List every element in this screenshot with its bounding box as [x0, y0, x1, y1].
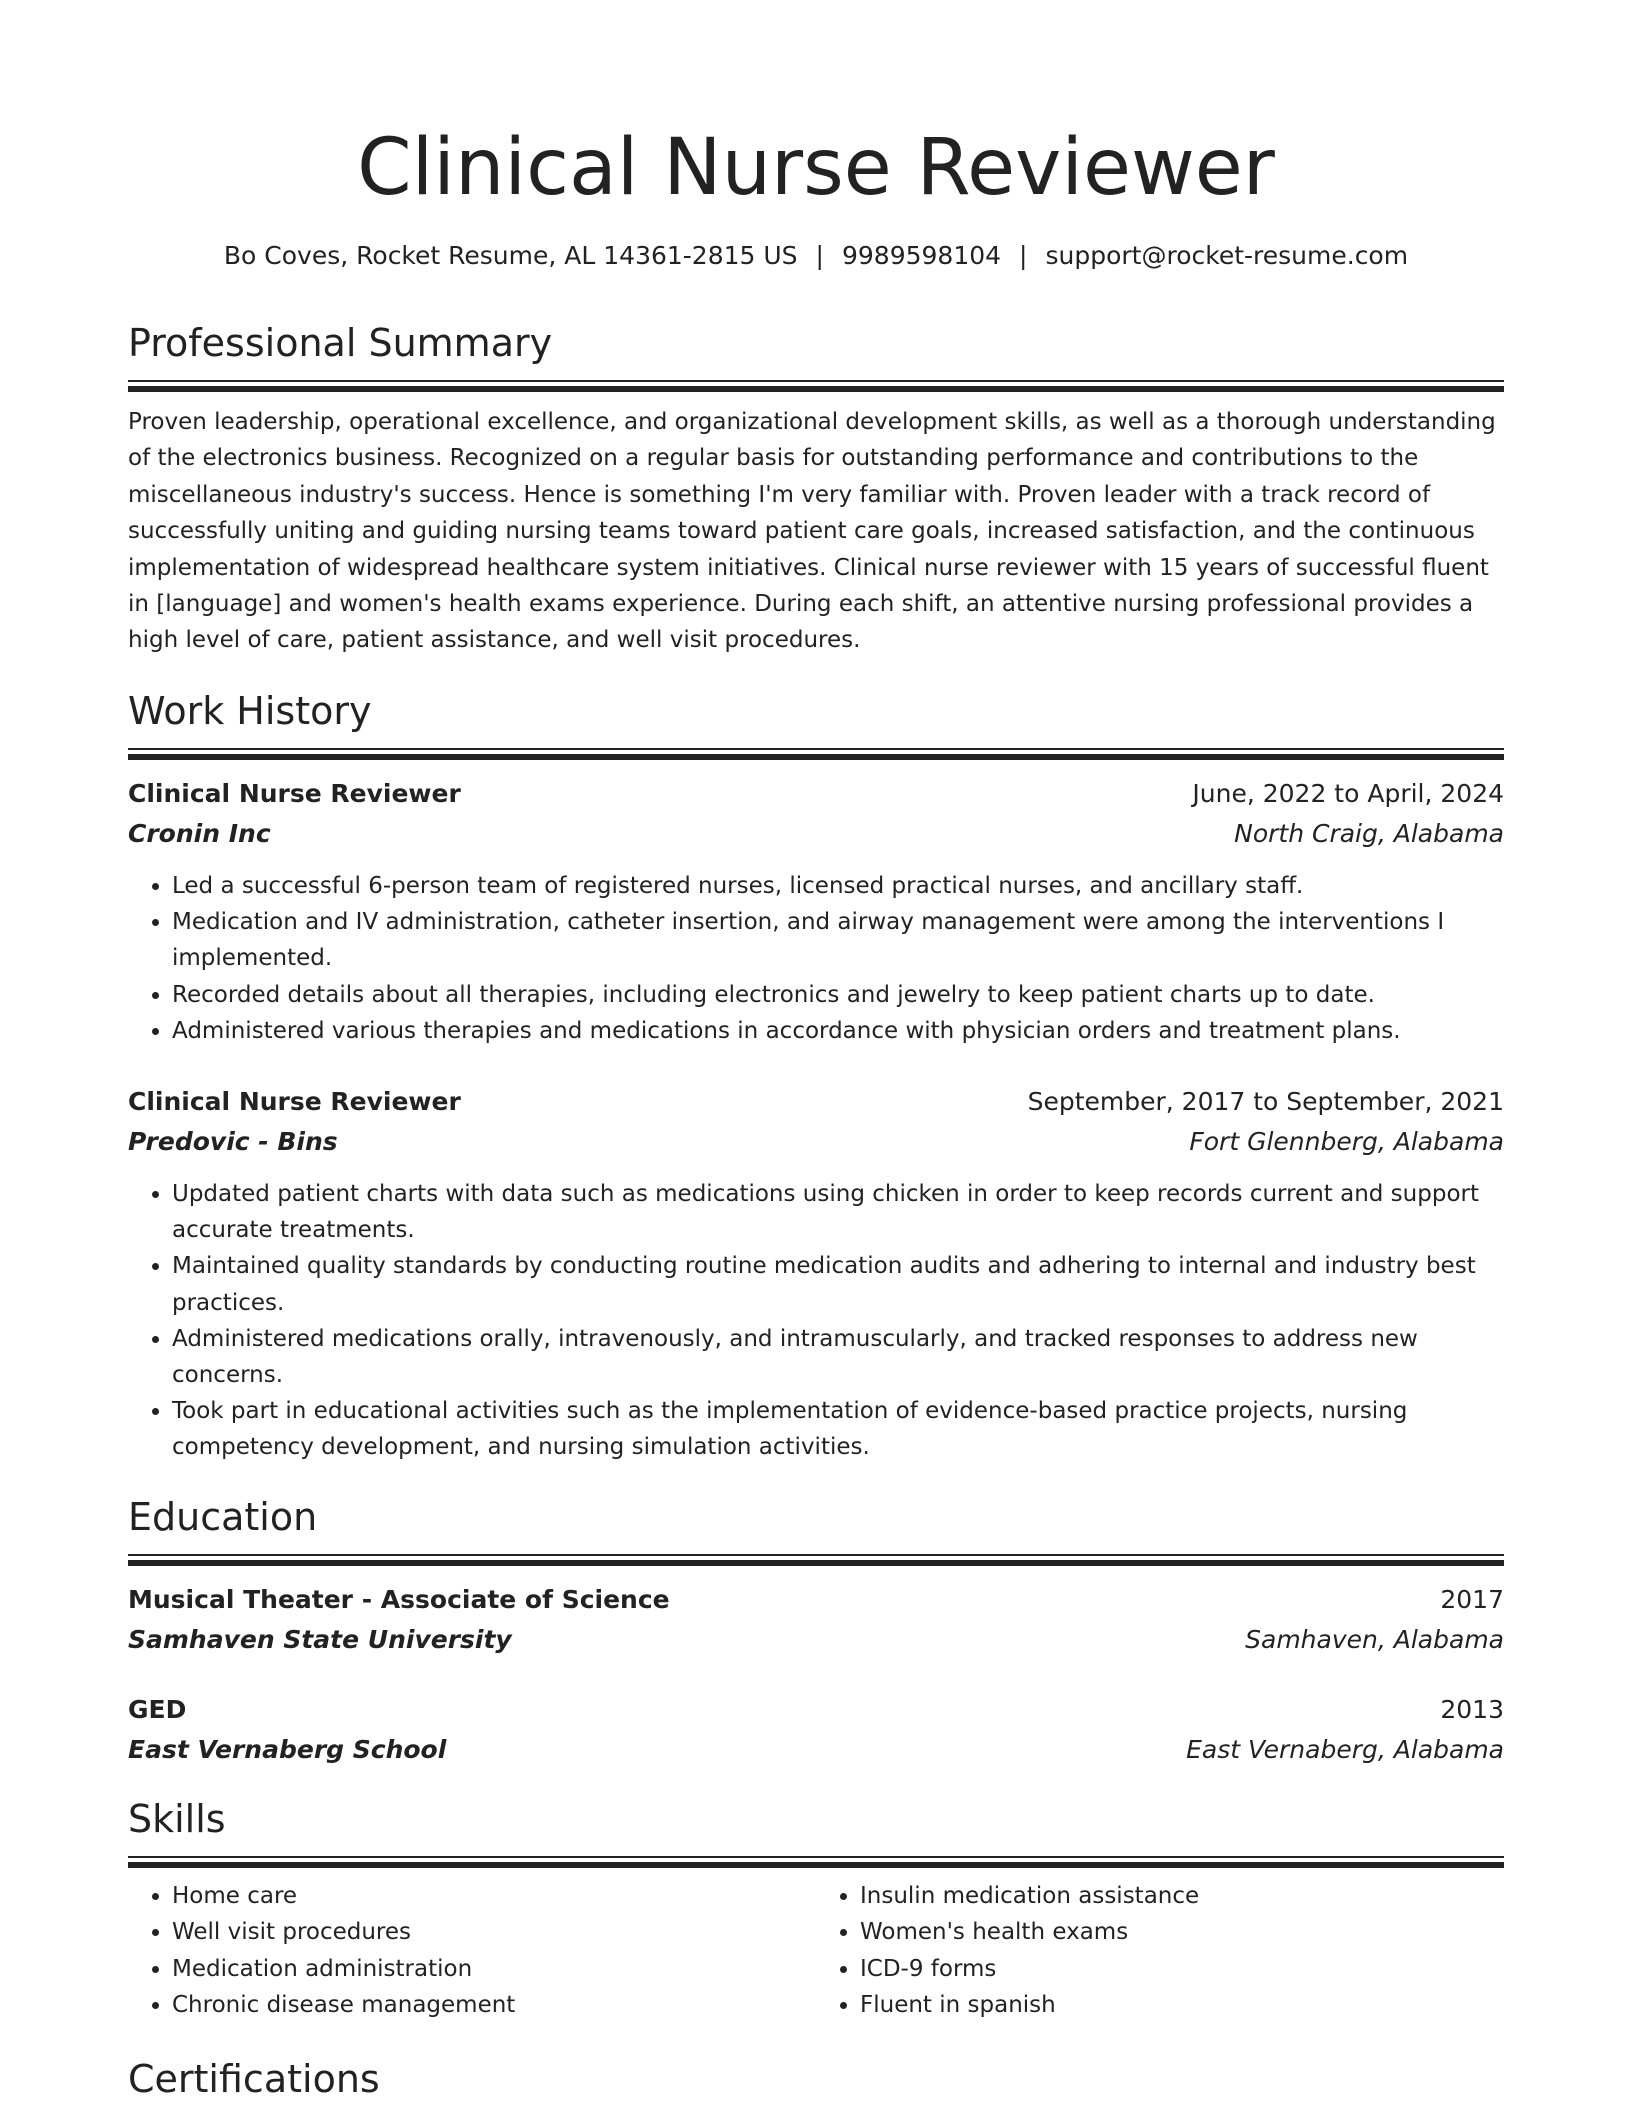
skill-item: • Chronic disease management	[172, 1987, 812, 2023]
list-item: • Recorded details about all therapies, including electronics and jewelry to keep patient charts up to date.	[172, 977, 1504, 1013]
certifications-section	[128, 2054, 1504, 2104]
education-degree: Musical Theater - Associate of Science	[128, 1585, 670, 1614]
education-section	[128, 1492, 1504, 1560]
job-role: Clinical Nurse Reviewer	[128, 779, 461, 808]
education-entry	[128, 1580, 1504, 1660]
job-company: Cronin Inc	[128, 819, 271, 848]
section-title: Work History	[128, 689, 372, 733]
contact-separator: |	[1019, 241, 1028, 270]
skill-item: • Medication administration	[172, 1951, 812, 1987]
skills-list-left	[128, 1878, 812, 2024]
job-entry	[128, 1082, 1504, 1466]
section-divider	[128, 1856, 1504, 1862]
contact-separator: |	[815, 241, 824, 270]
list-item: • Administered medications orally, intravenously, and intramuscularly, and tracked responses to address new concerns.	[172, 1321, 1504, 1393]
education-year: 2013	[1440, 1695, 1504, 1724]
list-item: • Took part in educational activities such as the implementation of evidence-based practice projects, nursing competency development, and nursing simulation activities.	[172, 1393, 1504, 1465]
education-location: Samhaven, Alabama	[1245, 1625, 1504, 1654]
list-item: • Maintained quality standards by conducting routine medication audits and adhering to internal and industry best practices.	[172, 1248, 1504, 1320]
section-divider	[128, 1554, 1504, 1560]
contact-phone: 9989598104	[841, 241, 1002, 270]
contact-address: Bo Coves, Rocket Resume, AL 14361-2815 US	[223, 241, 798, 270]
section-divider	[128, 380, 1504, 386]
education-location: East Vernaberg, Alabama	[1186, 1735, 1504, 1764]
resume-name: Clinical Nurse Reviewer	[357, 123, 1275, 213]
section-title: Certifications	[128, 2057, 380, 2101]
summary-section	[128, 318, 1504, 659]
skill-item: • Well visit procedures	[172, 1914, 812, 1950]
section-title: Education	[128, 1495, 318, 1539]
education-school: Samhaven State University	[128, 1625, 512, 1654]
job-location: Fort Glennberg, Alabama	[1189, 1127, 1504, 1156]
skill-item: • Fluent in spanish	[860, 1987, 1500, 2023]
skill-item: • Home care	[172, 1878, 812, 1914]
list-item: • Led a successful 6-person team of registered nurses, licensed practical nurses, and ancillary staff.	[172, 868, 1504, 904]
education-school: East Vernaberg School	[128, 1735, 447, 1764]
skills-section	[128, 1794, 1504, 2024]
list-item: • Administered various therapies and medications in accordance with physician orders and treatment plans.	[172, 1013, 1504, 1049]
job-dates: June, 2022 to April, 2024	[1192, 779, 1504, 808]
contact-line	[128, 238, 1504, 274]
skills-columns	[128, 1878, 1504, 2024]
education-degree: GED	[128, 1695, 187, 1724]
job-company: Predovic - Bins	[128, 1127, 338, 1156]
contact-email[interactable]: support@rocket-resume.com	[1045, 241, 1409, 270]
skill-item: • Women's health exams	[860, 1914, 1500, 1950]
job-entry	[128, 774, 1504, 1049]
education-year: 2017	[1440, 1585, 1504, 1614]
skill-item: • ICD-9 forms	[860, 1951, 1500, 1987]
summary-text: Proven leadership, operational excellence, and organizational development skills, as well as a thorough understanding of the electronics business. Recognized on a regular basis for outstanding performance and contributions to the miscellaneous industry's success. Hence is something I'm very familiar with. Proven leader with a track record of successfully uniting and guiding nursing teams toward patient care goals, increased satisfaction, and the continuous implementation of widespread healthcare system initiatives. Clinical nurse reviewer with 15 years of successful fluent in [language] and women's health exams experience. During each shift, an attentive nursing professional provides a high level of care, patient assistance, and well visit procedures.	[128, 409, 1496, 654]
section-title: Skills	[128, 1797, 226, 1841]
job-bullets	[128, 868, 1504, 1049]
skill-item: • Insulin medication assistance	[860, 1878, 1500, 1914]
job-role: Clinical Nurse Reviewer	[128, 1087, 461, 1116]
section-title: Professional Summary	[128, 321, 553, 365]
skills-list-right	[812, 1878, 1500, 2024]
job-dates: September, 2017 to September, 2021	[1027, 1087, 1504, 1116]
work-history-section	[128, 686, 1504, 754]
education-entry	[128, 1690, 1504, 1770]
job-bullets	[128, 1176, 1504, 1466]
list-item: • Updated patient charts with data such as medications using chicken in order to keep records current and support accurate treatments.	[172, 1176, 1504, 1248]
job-location: North Craig, Alabama	[1234, 819, 1504, 848]
list-item: • Medication and IV administration, catheter insertion, and airway management were among the interventions I implemented.	[172, 904, 1504, 976]
section-divider	[128, 748, 1504, 754]
